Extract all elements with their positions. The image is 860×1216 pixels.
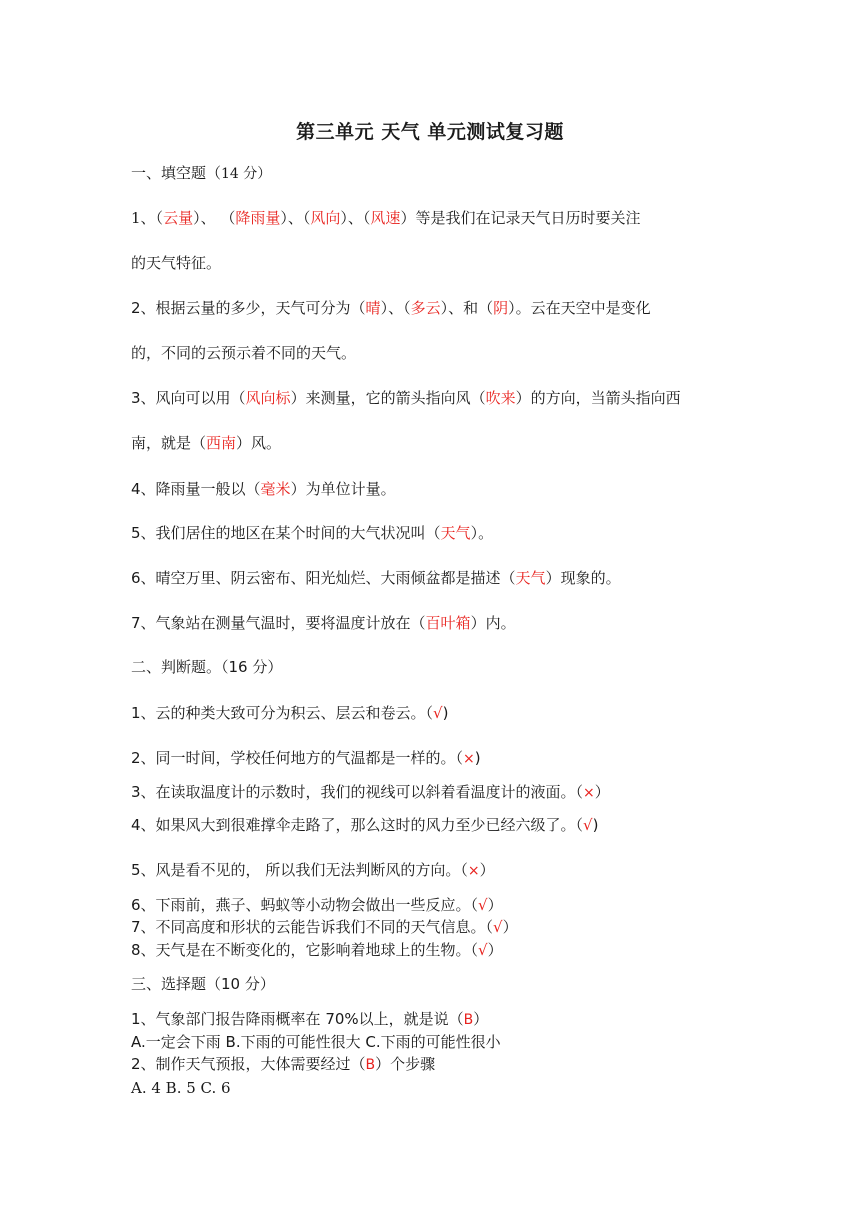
text: ）。云在天空中是变化 — [508, 299, 651, 317]
text: 5、风是看不见的， 所以我们无法判断风的方向。（ — [131, 861, 468, 879]
judge-question-6 — [131, 895, 503, 915]
answer: × — [583, 785, 595, 801]
fill-question-3 — [131, 388, 681, 408]
text: ）。 — [470, 524, 494, 542]
text: 3、风向可以用（ — [131, 389, 246, 407]
answer: 吹来 — [485, 389, 516, 407]
judge-question-1 — [131, 703, 448, 723]
fill-question-2-line2: 的，不同的云预示着不同的天气。 — [131, 344, 357, 362]
section1-heading — [131, 163, 271, 184]
section3-heading: 三、选择题（10 分） — [131, 975, 275, 993]
text: ） — [487, 941, 503, 959]
question-number: 1、 — [131, 209, 156, 227]
answer: √ — [478, 896, 488, 914]
choice-question-1-options: A.一定会下雨 B.下雨的可能性很大 C.下雨的可能性很小 — [131, 1033, 501, 1051]
text: ）内。 — [470, 614, 516, 632]
text: 6、下雨前，燕子、蚂蚁等小动物会做出一些反应。（ — [131, 896, 479, 914]
fill-question-4 — [131, 479, 396, 499]
answer: 阴 — [493, 299, 509, 317]
judge-question-7 — [131, 917, 518, 937]
fill-question-2 — [131, 298, 651, 318]
answer: 风向标 — [245, 389, 291, 407]
fill-question-7 — [131, 613, 516, 633]
text: 4、降雨量一般以（ — [131, 480, 261, 498]
text: ）现象的。 — [545, 569, 621, 587]
text: 7、气象站在测量气温时，要将温度计放在（ — [131, 614, 426, 632]
fill-question-3-line2 — [131, 433, 281, 453]
answer: √ — [433, 704, 443, 722]
fill-question-6 — [131, 568, 621, 588]
text: 5、我们居住的地区在某个时间的大气状况叫（ — [131, 524, 441, 542]
text: 8、天气是在不断变化的，它影响着地球上的生物。（ — [131, 941, 479, 959]
text: 1、气象部门报告降雨概率在 70%以上，就是说（ — [131, 1010, 464, 1028]
answer: × — [467, 863, 480, 879]
answer: 百叶箱 — [425, 614, 471, 632]
choice-question-2-options: A. 4 B. 5 C. 6 — [131, 1079, 231, 1097]
text: ）个步骤 — [375, 1055, 436, 1073]
fill-question-1 — [131, 208, 640, 228]
answer: √ — [583, 816, 593, 834]
answer: 风速 — [370, 209, 401, 227]
answer: 云量 — [163, 209, 194, 227]
text: 3、在读取温度计的示数时，我们的视线可以斜着看温度计的液面。（ — [131, 783, 584, 801]
answer: 降雨量 — [235, 209, 281, 227]
answer: 晴 — [365, 299, 381, 317]
text: ）等是我们在记录天气日历时要关注 — [400, 209, 641, 227]
text: ） — [479, 861, 495, 879]
text: （ — [155, 209, 164, 227]
answer: B — [463, 1012, 474, 1028]
answer: 天气 — [515, 569, 546, 587]
text: ） — [502, 918, 518, 936]
answer: 毫米 — [260, 480, 291, 498]
heading-text: 一、填空题（ — [131, 164, 222, 182]
text: 6、晴空万里、阴云密布、阳光灿烂、大雨倾盆都是描述（ — [131, 569, 516, 587]
text: 2、根据云量的多少，天气可分为（ — [131, 299, 366, 317]
answer: × — [463, 751, 475, 767]
section2-heading: 二、判断题。（16 分） — [131, 658, 283, 676]
fill-question-1-line2: 的天气特征。 — [131, 254, 222, 272]
fill-question-5 — [131, 523, 493, 543]
text: ）、和（ — [440, 299, 494, 317]
answer: 多云 — [410, 299, 441, 317]
text: ) — [442, 704, 449, 722]
text: ）、 （ — [193, 209, 236, 227]
text: 2、制作天气预报，大体需要经过（ — [131, 1055, 366, 1073]
text: 南，就是（ — [131, 434, 207, 452]
answer: √ — [478, 941, 488, 959]
text: ）为单位计量。 — [290, 480, 396, 498]
text: ）风。 — [236, 434, 282, 452]
text: ）、（ — [380, 299, 411, 317]
answer: 风向 — [310, 209, 341, 227]
choice-question-1 — [131, 1009, 488, 1030]
text: ) — [592, 816, 599, 834]
answer: 西南 — [206, 434, 237, 452]
choice-question-2 — [131, 1054, 435, 1075]
heading-points: 14 分） — [221, 166, 272, 182]
text: 2、同一时间，学校任何地方的气温都是一样的。（ — [131, 749, 464, 767]
answer: 天气 — [440, 524, 471, 542]
text: ）、（ — [340, 209, 371, 227]
answer: √ — [493, 918, 503, 936]
text: ） — [473, 1010, 489, 1028]
text: ）、（ — [280, 209, 311, 227]
text: 4、如果风大到很难撑伞走路了，那么这时的风力至少已经六级了。（ — [131, 816, 584, 834]
text: ) — [474, 749, 481, 767]
text: 7、不同高度和形状的云能告诉我们不同的天气信息。（ — [131, 918, 494, 936]
page-title: 第三单元 天气 单元测试复习题 — [296, 121, 564, 143]
text: ） — [594, 783, 610, 801]
text: ）来测量，它的箭头指向风（ — [290, 389, 486, 407]
judge-question-3 — [131, 782, 610, 803]
judge-question-4 — [131, 815, 598, 835]
answer: B — [365, 1057, 376, 1073]
text: ）的方向，当箭头指向西 — [515, 389, 681, 407]
text: 1、云的种类大致可分为积云、层云和卷云。（ — [131, 704, 434, 722]
text: ） — [487, 896, 503, 914]
judge-question-8 — [131, 940, 503, 960]
judge-question-5 — [131, 860, 495, 881]
judge-question-2 — [131, 748, 481, 769]
